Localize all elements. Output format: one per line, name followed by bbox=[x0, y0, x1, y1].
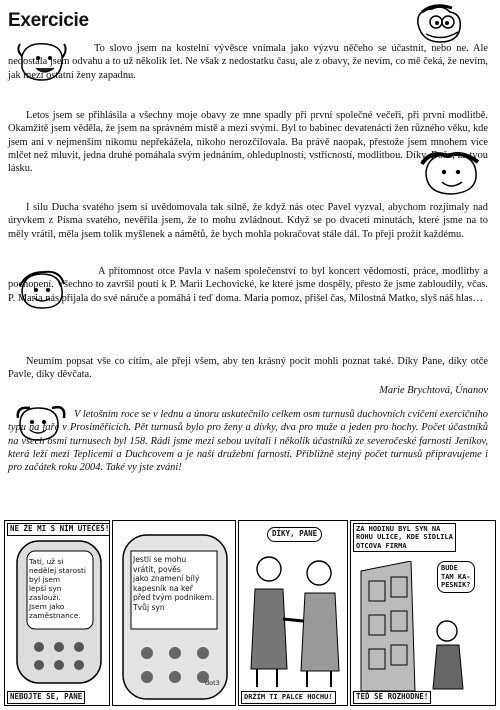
phone-key-label: dot3 bbox=[205, 679, 220, 687]
comic-strip bbox=[4, 520, 496, 708]
page-title: Exercicie bbox=[8, 10, 89, 31]
author-signature: Marie Brychtová, Únanov bbox=[379, 385, 488, 396]
phone-message: Tati, už si nedělej starosti byl jsem lepší syn zaslouži. Jsem jako zaměstnance. bbox=[29, 557, 86, 620]
comic-caption: TEĎ SE ROZHODNE! bbox=[353, 691, 431, 704]
paragraph-statistics: V letošním roce se v lednu a únoru uskutečnilo celkem osm turnusů duchovních cvičení exercičního typu na faře v Prosiměřicích. Pět turnusů bylo pro ženy a dívky, dva pro muže a jeden pro hochy. Počet účastníků na všech osmi turnusech byl 158. Rádi jsme mezi sebou uvítali i několik účastníků ze severočeské farnosti Jeníkov, která leží mezi Teplicemi a Duchcovem a je naší družební farností. Přibližně stejný počet turnusů připravujeme i pro začátek roku 2004. Také vy jste zváni! bbox=[8, 409, 488, 473]
paragraph-registration: Letos jsem se přihlásila a všechny moje obavy ze mne spadly při první společné večeři, při první modlitbě. Okamžitě jsem věděla, že jsem na správném místě a mezi svými. Byl to babinec devatenácti žen různého věku, kde jsem ani v nejmenším nikomu nepřekážela, nikoho nerozčilovala. Ba právě naopak, přestože jsem mnohem více mlčet než mluvit, jedna druhé pomáhala svým jednáním, ohleduplností, vstřícností, modlitbou. Díky, Bože, za tvou lásku. bbox=[8, 110, 488, 174]
cartoon-face-top-right bbox=[412, 4, 470, 46]
street-scene-illustration bbox=[351, 561, 496, 691]
comic-caption: ZA HODINU BYL SYN NA ROHU ULICE, KDE SÍDLILA OTCOVA FIRMA bbox=[353, 523, 456, 552]
comic-speech: DÍKY, PANE bbox=[267, 527, 322, 542]
comic-caption: NEBOJTE SE, PANE bbox=[7, 691, 85, 704]
comic-caption: NE ŽE MI S NÍM UTEČEŠ! bbox=[7, 523, 110, 536]
paragraph-holy-spirit: I silu Ducha svatého jsem si uvědomovala tak silně, že když nás otec Pavel vyzval, abychom rozjímaly nad úryvkem z Písma svatého, nevěřila jsem, že to mohu zvládnout. Když se po dvaceti minutách, které jsme na to měly vrátil, měla jsem tolik myšlenek a námětů, že bych mohla pokračovat stále dál. To přeji prožít každému. bbox=[8, 202, 488, 240]
comic-panel-2 bbox=[112, 520, 236, 706]
comic-panel-3 bbox=[238, 520, 348, 706]
comic-panel-4 bbox=[350, 520, 496, 706]
two-men-handshake-illustration bbox=[243, 549, 345, 689]
paragraph-intro: To slovo jsem na kostelní vývěsce vnímala jako výzvu něčeho se účastnit, nebo ne. Ale nedostala jsem odvahu a to už několik let. Ne však z nedostatku času, ale z obavy, že nevím, co mě čeká, že nevím, jak mezi ostatní ženy zapadnu. bbox=[8, 43, 488, 81]
paragraph-father-pavel: A přítomnost otce Pavla v našem společenství to byl koncert vědomostí, práce, modlitby a pochopení. Všechno to završil poutí k P. Marii Lechovické, ke které jsme dospěly, přesto že jsme zabloudily, včas. P. Maria nás přijala do své náruče a pomáhá i teď doma. Maria pomoz, přišel čas, Milostná Matko, slyš náš hlas… bbox=[8, 266, 488, 304]
comic-speech: BUDE TAM KA- PESNÍK? bbox=[437, 561, 475, 593]
comic-panel-1 bbox=[4, 520, 110, 706]
letter-text: Jestli se mohu vrátit, pověs jako znamení bílý kapesník na keř před tvým podnikem. Tvůj syn bbox=[133, 555, 215, 612]
comic-caption: DRŽÍM TI PALCE HOCHU! bbox=[241, 691, 336, 704]
paragraph-gratitude: Neumím popsat vše co cítím, ale přeji všem, aby ten krásný pocit mohli poznat také. Díky Pane, díky otče Pavle, díky děvčata. bbox=[8, 356, 488, 381]
